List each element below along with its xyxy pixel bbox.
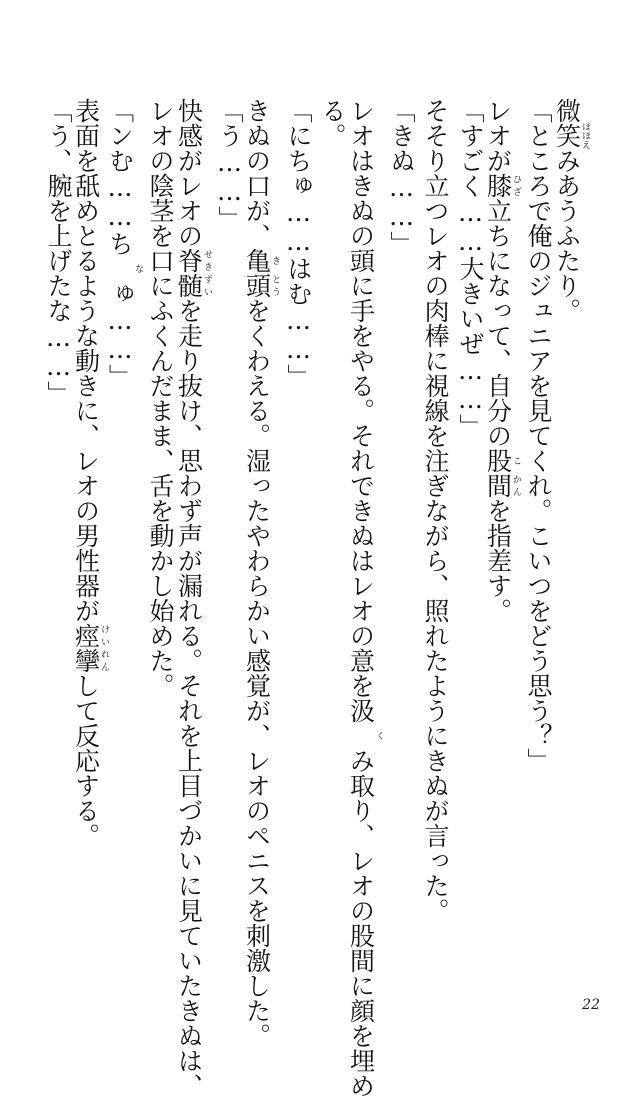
ruby-text (347, 723, 384, 748)
text-column (174, 98, 212, 1098)
text-column (143, 98, 177, 998)
furigana: ずい (202, 273, 212, 298)
text-column (41, 98, 75, 998)
furigana: けい (99, 623, 109, 648)
ruby-text: 脊せき (174, 248, 212, 273)
ruby-text: 痙けい (71, 623, 109, 648)
ruby-text: 亀き (242, 248, 280, 273)
furigana: ひざ (511, 173, 521, 198)
text-column (105, 98, 143, 998)
text-run: して反応する。 (71, 673, 101, 848)
ruby-text (106, 256, 143, 281)
text-run: を走り抜け、思わず声が漏れる。それを上目づかいに見ていたきぬは、 (174, 298, 204, 1098)
text-run: 「う、腕を上げたな……」 (44, 98, 73, 406)
text-run: レオはきぬの頭に手をやる。それできぬはレオの意を汲 (346, 98, 376, 723)
furigana: とう (270, 273, 280, 298)
text-column (453, 98, 487, 998)
furigana: れん (99, 648, 109, 673)
text-run: そそり立つレオの肉棒に視線を注ぎながら、照れたようにきぬが言った。 (421, 98, 450, 923)
furigana: せき (202, 248, 212, 273)
text-run: 表面を舐めとるような動きに、レオの男性器が (71, 98, 101, 623)
ruby-text: 攣れん (71, 648, 109, 673)
text-run: ゅ……」 (105, 281, 135, 389)
ruby-text: 股こ (483, 448, 521, 473)
text-run: 「にちゅ……はむ……」 (284, 98, 313, 389)
furigana: ほほえ (580, 122, 590, 149)
text-column (71, 98, 109, 998)
text-column (483, 98, 521, 998)
text-run: 微 (552, 98, 582, 123)
text-run: をくわえる。湿ったやわらかい感覚が、レオのペニスを刺激した。 (242, 298, 272, 1048)
ruby-text: 膝ひざ (483, 173, 521, 198)
ruby-text: 間かん (483, 473, 521, 498)
page-number: 22 (582, 997, 600, 1013)
text-run: み取り、レオの股間に顔を埋め (346, 748, 376, 1098)
text-column (212, 98, 246, 998)
ruby-text: 髄ずい (174, 273, 212, 298)
furigana: かん (511, 473, 521, 498)
text-run: レオの陰茎を口にふくんだまま、舌を動かし始めた。 (146, 98, 175, 698)
text-run: みあうふたり。 (552, 148, 582, 323)
furigana: こ (511, 448, 521, 473)
text-column (346, 98, 384, 1098)
text-run: 快感がレオの (174, 98, 204, 248)
text-run: 立ちになって、自分の (483, 198, 513, 448)
furigana: く (374, 723, 384, 748)
text-run: 「きぬ……」 (387, 98, 416, 256)
text-run: レオが (483, 98, 513, 173)
text-column (384, 98, 418, 998)
text-column (552, 98, 590, 998)
furigana: き (270, 248, 280, 273)
text-run: きぬの口が、 (242, 98, 272, 248)
text-run: 「ンむ……ち (105, 98, 135, 256)
text-column (315, 98, 349, 998)
text-run: 「ところで俺のジュニアを見てくれ。こいつをどう思う？」 (524, 98, 553, 773)
text-column (242, 98, 280, 1048)
text-column (418, 98, 452, 998)
text-run: 「すごく……大きいぜ……」 (456, 98, 485, 439)
text-run: る。 (318, 98, 347, 148)
text-column (521, 98, 555, 998)
ruby-text: 笑ほほえ (552, 122, 590, 149)
furigana: な (133, 256, 143, 281)
text-run: 「う……」 (215, 98, 244, 231)
text-run: を指差す。 (483, 498, 513, 623)
text-column (281, 98, 315, 998)
ruby-text: 頭とう (242, 273, 280, 298)
